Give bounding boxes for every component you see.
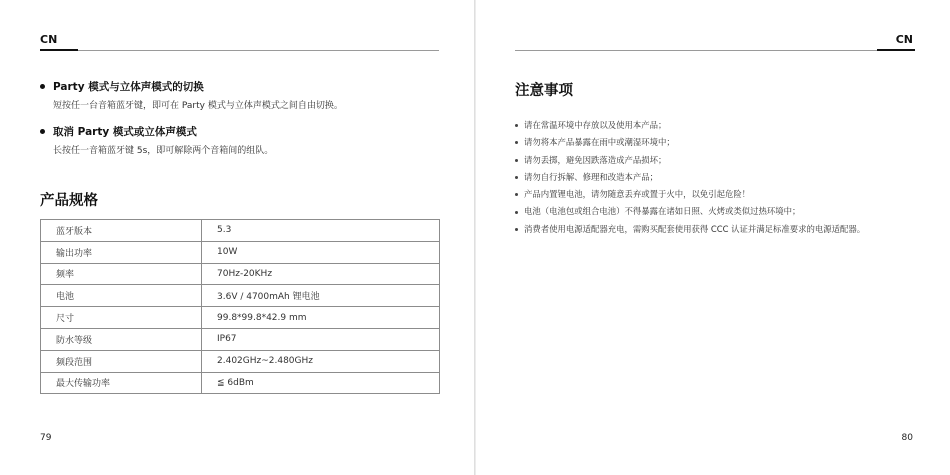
list-item [515, 117, 865, 134]
bullet-item [40, 79, 343, 111]
bullet-dot-icon [515, 124, 518, 127]
page-number: 79 [40, 433, 52, 443]
note-text: 产品内置锂电池，请勿随意丢弃或置于火中，以免引起危险！ [524, 189, 751, 200]
header-rule-accent [40, 49, 78, 51]
bullet-dot-icon [515, 141, 518, 144]
table-row [41, 350, 440, 372]
note-text: 请在常温环境中存放以及使用本产品； [524, 120, 667, 130]
bullet-description: 长按任一音箱蓝牙键 5s，即可解除两个音箱间的组队。 [53, 146, 274, 156]
header-rule-accent [877, 49, 915, 51]
left-page [0, 0, 474, 475]
bullet-dot-icon [515, 211, 518, 214]
bullet-dot-icon [515, 159, 518, 162]
note-text: 请勿丢掷，避免因跌落造成产品损坏； [524, 154, 667, 165]
specs-heading: 产品规格 [40, 193, 98, 209]
bullet-item [40, 124, 273, 156]
spec-label: 频段范围 [41, 350, 202, 372]
table-row [41, 263, 440, 285]
bullet-description: 短按任一台音箱蓝牙键，即可在 Party 模式与立体声模式之间自由切换。 [53, 101, 343, 111]
bullet-dot-icon [40, 129, 45, 134]
table-row [41, 372, 440, 394]
bullet-dot-icon [515, 193, 518, 196]
bullet-dot-icon [40, 84, 45, 89]
table-row [41, 220, 440, 242]
header-rule [40, 50, 439, 51]
language-label: CN [40, 33, 58, 46]
spec-value: 70Hz-20KHz [202, 263, 440, 285]
header-rule [515, 50, 915, 51]
note-text: 请勿自行拆解、修理和改造本产品； [524, 171, 658, 182]
spec-label: 尺寸 [41, 307, 202, 329]
spec-value: ≦ 6dBm [202, 372, 440, 394]
bullet-dot-icon [515, 228, 518, 231]
spec-label: 最大传输功率 [41, 372, 202, 394]
spec-label: 蓝牙版本 [41, 220, 202, 242]
list-item [515, 203, 865, 220]
notes-list [515, 117, 865, 238]
spec-value: 3.6V / 4700mAh 锂电池 [202, 285, 440, 307]
spec-label: 频率 [41, 263, 202, 285]
table-row [41, 328, 440, 350]
bullet-title: Party 模式与立体声模式的切换 [53, 81, 204, 93]
specs-table [40, 219, 440, 394]
bullet-dot-icon [515, 176, 518, 179]
table-row [41, 307, 440, 329]
spec-label: 防水等级 [41, 328, 202, 350]
notes-heading: 注意事项 [515, 83, 573, 99]
language-label: CN [895, 33, 913, 46]
spec-label: 电池 [41, 285, 202, 307]
list-item [515, 221, 865, 238]
list-item [515, 186, 865, 203]
note-text: 请勿将本产品暴露在雨中或潮湿环境中； [524, 137, 675, 148]
note-text: 电池（电池包或组合电池）不得暴露在诸如日照、火烤或类似过热环境中； [524, 206, 801, 217]
page-number: 80 [901, 433, 913, 443]
right-page [476, 0, 950, 475]
spec-value: IP67 [202, 328, 440, 350]
spec-value: 10W [202, 241, 440, 263]
spec-value: 2.402GHz~2.480GHz [202, 350, 440, 372]
spec-value: 5.3 [202, 220, 440, 242]
bullet-title: 取消 Party 模式或立体声模式 [53, 126, 197, 138]
note-text: 消费者使用电源适配器充电，需购买配套使用获得 CCC 认证并满足标准要求的电源适配器。 [524, 223, 866, 234]
table-row [41, 285, 440, 307]
spec-value: 99.8*99.8*42.9 mm [202, 307, 440, 329]
spec-label: 输出功率 [41, 241, 202, 263]
list-item [515, 169, 865, 186]
list-item [515, 152, 865, 169]
list-item [515, 134, 865, 151]
table-row [41, 241, 440, 263]
